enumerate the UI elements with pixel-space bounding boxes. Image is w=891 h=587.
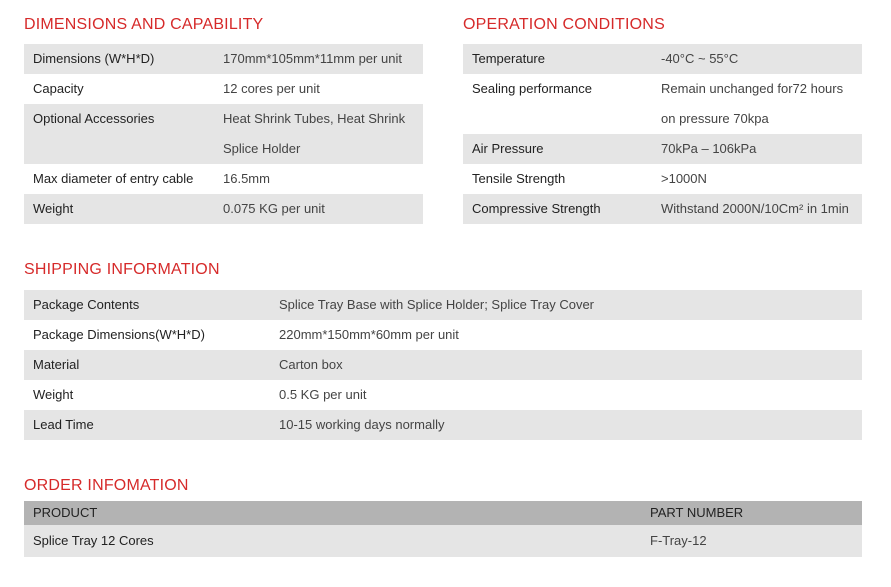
spec-value: 220mm*150mm*60mm per unit <box>279 327 459 342</box>
spec-value: Remain unchanged for72 hours on pressure 70kpa <box>661 81 844 126</box>
spec-label: Temperature <box>463 44 652 74</box>
shipping-title: SHIPPING INFORMATION <box>24 261 220 278</box>
order-table <box>24 501 862 557</box>
dimensions-title: DIMENSIONS AND CAPABILITY <box>24 16 264 33</box>
spec-value: Withstand 2000N/10Cm² in 1min <box>652 194 862 224</box>
table-header-row <box>24 501 862 525</box>
table-row <box>463 194 862 224</box>
part-number-cell: F-Tray-12 <box>641 525 862 557</box>
dimensions-section <box>24 14 423 224</box>
spec-label: Package Contents <box>24 290 270 320</box>
column-header-part-number: PART NUMBER <box>641 501 862 525</box>
table-row <box>463 74 862 134</box>
spec-label: Air Pressure <box>463 134 652 164</box>
spec-value: 70kPa – 106kPa <box>652 134 862 164</box>
table-row <box>24 525 862 557</box>
operation-table <box>463 44 862 224</box>
table-row <box>24 350 862 380</box>
table-row <box>24 320 862 350</box>
table-row <box>24 290 862 320</box>
spec-value: 170mm*105mm*11mm per unit <box>214 44 423 74</box>
spec-label: Lead Time <box>24 410 270 440</box>
spec-label: Capacity <box>33 81 84 96</box>
spec-value: 12 cores per unit <box>223 81 320 96</box>
spec-value: Carton box <box>270 350 862 380</box>
table-row <box>463 164 862 194</box>
spec-value: -40°C ~ 55°C <box>652 44 862 74</box>
operation-title: OPERATION CONDITIONS <box>463 16 665 33</box>
spec-value: 16.5mm <box>223 171 270 186</box>
spec-value: 0.5 KG per unit <box>279 387 367 402</box>
table-row <box>24 164 423 194</box>
dimensions-table <box>24 44 423 224</box>
order-section <box>24 475 862 557</box>
spec-label: Compressive Strength <box>463 194 652 224</box>
table-row <box>24 410 862 440</box>
spec-label: Material <box>24 350 270 380</box>
table-row <box>463 44 862 74</box>
spec-label: Max diameter of entry cable <box>33 171 194 186</box>
spec-label: Tensile Strength <box>472 171 566 186</box>
spec-value: 10-15 working days normally <box>270 410 862 440</box>
table-row <box>24 44 423 74</box>
spec-value: Heat Shrink Tubes, Heat Shrink Splice Holder <box>214 104 423 164</box>
spec-label: Optional Accessories <box>24 104 214 164</box>
table-row <box>24 74 423 104</box>
shipping-table <box>24 290 862 440</box>
spec-label: Dimensions (W*H*D) <box>24 44 214 74</box>
spec-label: Package Dimensions(W*H*D) <box>33 327 205 342</box>
spec-label: Weight <box>33 387 74 402</box>
spec-value: Splice Tray Base with Splice Holder; Splice Tray Cover <box>270 290 862 320</box>
shipping-section <box>24 259 862 440</box>
spec-value: 0.075 KG per unit <box>214 194 423 224</box>
order-title: ORDER INFOMATION <box>24 477 189 494</box>
spec-label: Sealing performance <box>472 81 592 96</box>
table-row <box>24 194 423 224</box>
table-row <box>24 104 423 164</box>
operation-section <box>463 14 862 224</box>
table-row <box>24 380 862 410</box>
spec-value: >1000N <box>661 171 707 186</box>
table-row <box>463 134 862 164</box>
spec-label: Weight <box>24 194 214 224</box>
column-header-product: PRODUCT <box>24 501 641 525</box>
product-cell: Splice Tray 12 Cores <box>24 525 641 557</box>
